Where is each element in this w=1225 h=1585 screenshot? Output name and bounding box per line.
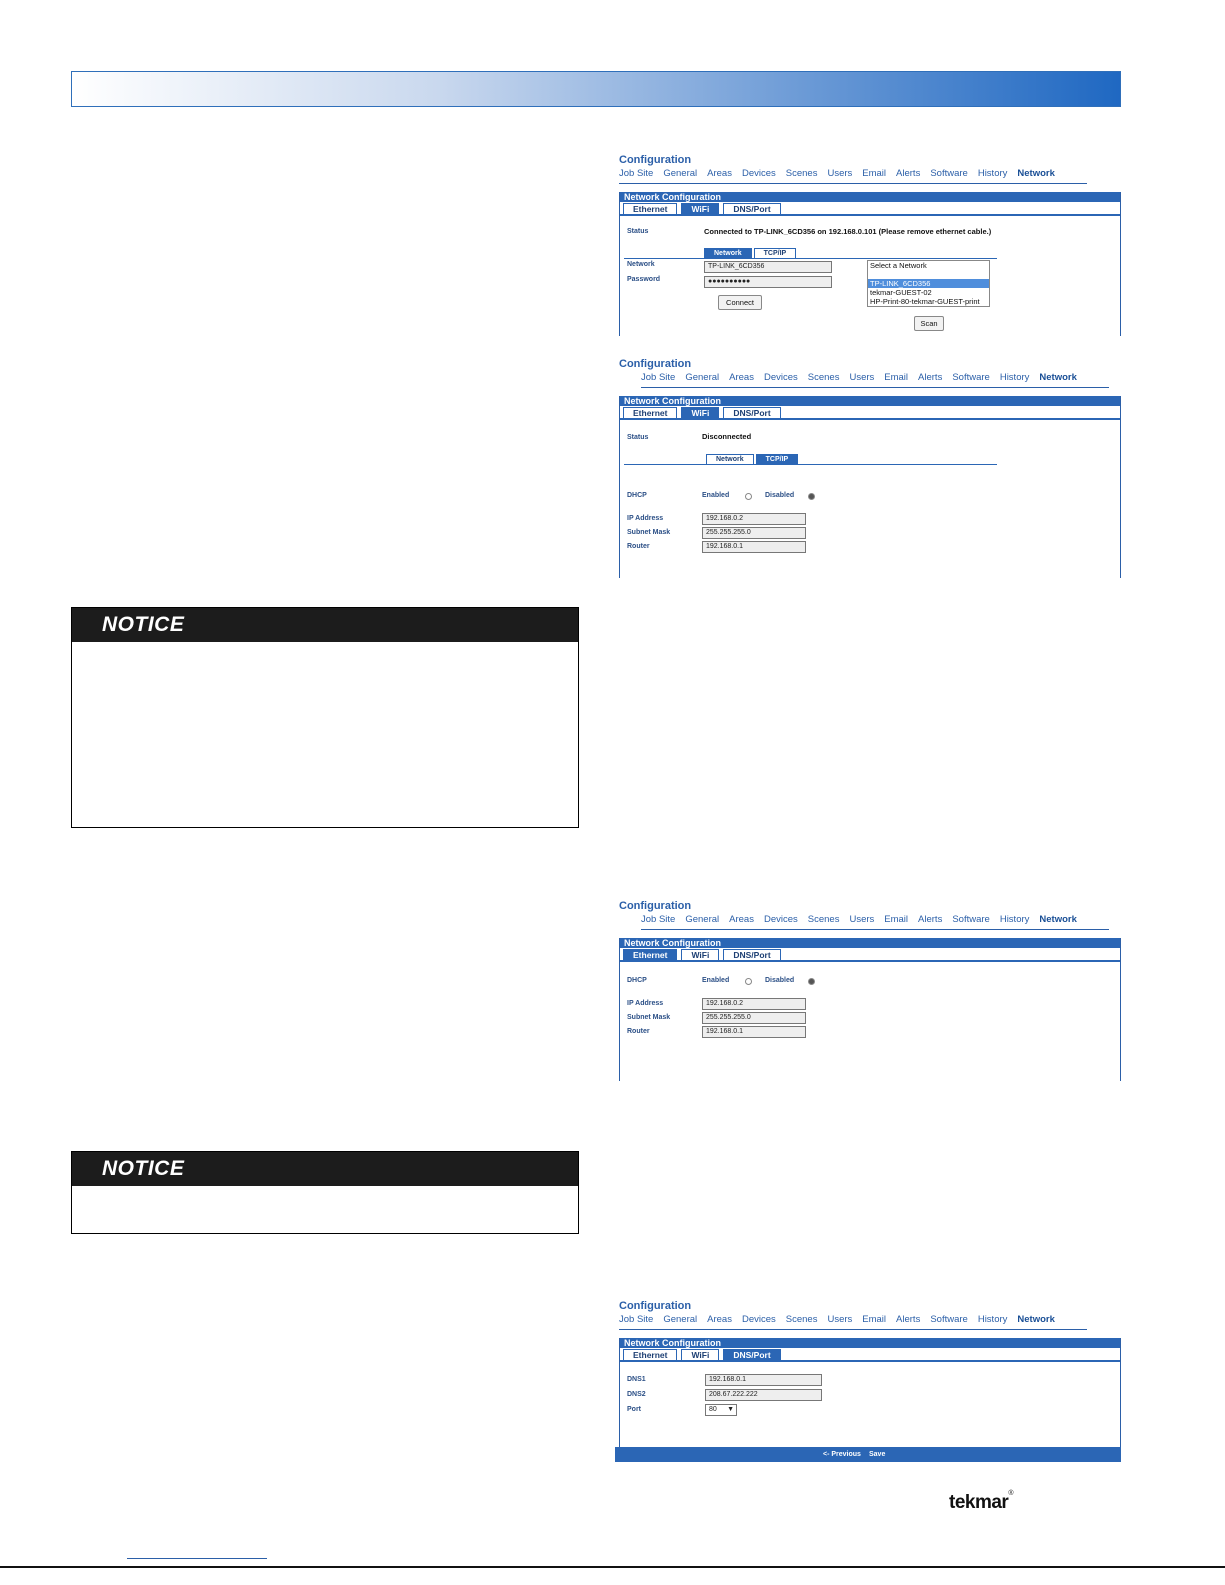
nav-software[interactable]: Software [930,168,968,179]
nav-history[interactable]: History [999,914,1030,925]
nav-scenes[interactable]: Scenes [785,168,818,179]
nav-email[interactable]: Email [884,372,909,383]
panel-title: Network Configuration [620,1338,1120,1348]
sub-tabs [706,454,798,464]
nav-history[interactable]: History [999,372,1030,383]
nav-alerts[interactable]: Alerts [918,372,943,383]
wifi-network-screenshot [615,154,1121,336]
ip-address-field[interactable]: 192.168.0.2 [702,513,806,525]
subtab-tcp-ip[interactable]: TCP/IP [754,248,797,258]
main-tabs [620,203,1120,216]
network-list-item[interactable]: TP-LINK_6CD356 [868,279,989,288]
nav-network[interactable]: Network [1039,372,1077,383]
tekmar-logo [949,1492,1013,1514]
subnet-mask-label: Subnet Mask [627,1014,671,1021]
nav-network[interactable]: Network [1017,1314,1055,1325]
save-button[interactable]: Save [869,1451,886,1458]
network-config-panel [619,938,1121,1081]
nav-users[interactable]: Users [849,372,875,383]
notice-title: NOTICE [72,1152,578,1186]
nav-network[interactable]: Network [1039,914,1077,925]
config-nav [619,168,1087,184]
status-label: Status [627,228,649,235]
network-label: Network [627,261,655,268]
password-label: Password [627,276,661,283]
section-header-bar [71,71,1121,107]
network-config-panel [619,1338,1121,1447]
subtab-network[interactable]: Network [706,454,754,464]
panel-title: Network Configuration [620,192,1120,202]
nav-history[interactable]: History [977,1314,1008,1325]
subnet-mask-field[interactable]: 255.255.255.0 [702,1012,806,1024]
ip-address-label: IP Address [627,515,664,522]
nav-job-site[interactable]: Job Site [641,914,676,925]
subtab-divider [624,464,997,465]
nav-devices[interactable]: Devices [741,1314,776,1325]
footer-link-underline [127,1558,267,1559]
nav-email[interactable]: Email [862,168,887,179]
network-list-item[interactable]: tekmar-GUEST-02 [870,288,932,297]
scan-button[interactable]: Scan [914,316,944,331]
nav-general[interactable]: General [685,372,720,383]
ip-address-label: IP Address [627,1000,664,1007]
main-tabs [620,407,1120,420]
config-title: Configuration [619,900,692,912]
subtab-tcp-ip[interactable]: TCP/IP [756,454,799,464]
nav-alerts[interactable]: Alerts [896,1314,921,1325]
subtab-network[interactable]: Network [704,248,752,258]
dns1-label: DNS1 [627,1376,646,1383]
panel-title: Network Configuration [620,396,1120,406]
dns2-label: DNS2 [627,1391,646,1398]
router-label: Router [627,1028,650,1035]
nav-job-site[interactable]: Job Site [641,372,676,383]
nav-users[interactable]: Users [827,1314,853,1325]
status-label: Status [627,434,649,441]
network-config-panel [619,192,1121,336]
nav-general[interactable]: General [663,1314,698,1325]
tab-wifi[interactable]: WiFi [681,407,719,418]
nav-areas[interactable]: Areas [729,372,754,383]
nav-areas[interactable]: Areas [707,168,732,179]
nav-job-site[interactable]: Job Site [619,1314,654,1325]
ethernet-screenshot [615,900,1121,1081]
nav-software[interactable]: Software [952,914,990,925]
nav-devices[interactable]: Devices [763,372,798,383]
tab-dns-port[interactable]: DNS/Port [723,1349,780,1360]
panel-title: Network Configuration [620,938,1120,948]
nav-job-site[interactable]: Job Site [619,168,654,179]
router-label: Router [627,543,650,550]
tab-wifi[interactable]: WiFi [681,949,719,960]
status-value: Disconnected [702,432,752,441]
nav-scenes[interactable]: Scenes [807,914,840,925]
router-field[interactable]: 192.168.0.1 [702,1026,806,1038]
logo-text: tekmar [949,1492,1009,1513]
dns-port-screenshot [615,1300,1121,1462]
nav-alerts[interactable]: Alerts [896,168,921,179]
status-value: Connected to TP-LINK_6CD356 on 192.168.0.101 (Please remove ethernet cable.) [704,227,992,236]
nav-software[interactable]: Software [952,372,990,383]
tab-dns-port[interactable]: DNS/Port [723,949,780,960]
nav-email[interactable]: Email [862,1314,887,1325]
subnet-mask-field[interactable]: 255.255.255.0 [702,527,806,539]
nav-areas[interactable]: Areas [729,914,754,925]
nav-scenes[interactable]: Scenes [807,372,840,383]
subtab-divider [624,258,997,259]
nav-general[interactable]: General [685,914,720,925]
password-field[interactable]: ●●●●●●●●●● [704,276,832,288]
config-nav [619,1314,1087,1330]
config-title: Configuration [619,1300,692,1312]
nav-users[interactable]: Users [849,914,875,925]
nav-alerts[interactable]: Alerts [918,914,943,925]
nav-scenes[interactable]: Scenes [785,1314,818,1325]
dhcp-label: DHCP [627,492,647,499]
nav-general[interactable]: General [663,168,698,179]
config-nav [641,914,1109,930]
dhcp-disabled-radio[interactable] [808,978,815,985]
dhcp-disabled-radio[interactable] [808,493,815,500]
dhcp-label: DHCP [627,977,647,984]
previous-button[interactable]: <- Previous [823,1451,861,1458]
dhcp-disabled-label: Disabled [765,492,795,499]
tab-ethernet[interactable]: Ethernet [623,1349,677,1360]
notice-box [71,1151,579,1234]
registered-mark: ® [1008,1490,1013,1497]
nav-areas[interactable]: Areas [707,1314,732,1325]
network-config-panel [619,396,1121,578]
dhcp-disabled-label: Disabled [765,977,795,984]
tab-ethernet[interactable]: Ethernet [623,203,677,214]
nav-devices[interactable]: Devices [763,914,798,925]
tab-wifi[interactable]: WiFi [681,203,719,214]
tab-dns-port[interactable]: DNS/Port [723,203,780,214]
network-list[interactable] [867,260,990,307]
nav-users[interactable]: Users [827,168,853,179]
ip-address-field[interactable]: 192.168.0.2 [702,998,806,1010]
dhcp-enabled-label: Enabled [702,977,730,984]
network-field[interactable]: TP-LINK_6CD356 [704,261,832,273]
network-list-item[interactable]: HP-Print-80-tekmar-GUEST-print [870,297,980,306]
footer-action-bar [615,1447,1121,1462]
sub-tabs [704,248,796,258]
notice-box [71,607,579,828]
dns2-field[interactable]: 208.67.222.222 [705,1389,822,1401]
wifi-tcpip-screenshot [615,358,1121,578]
notice-title: NOTICE [72,608,578,642]
main-tabs [620,949,1120,962]
connect-button[interactable]: Connect [718,295,762,310]
chevron-down-icon: ▼ [727,1406,734,1413]
router-field[interactable]: 192.168.0.1 [702,541,806,553]
tab-ethernet[interactable]: Ethernet [623,949,677,960]
tab-ethernet[interactable]: Ethernet [623,407,677,418]
nav-email[interactable]: Email [884,914,909,925]
tab-wifi[interactable]: WiFi [681,1349,719,1360]
nav-history[interactable]: History [977,168,1008,179]
network-list-header: Select a Network [870,261,927,270]
footer-rule [0,1566,1225,1568]
dhcp-enabled-radio[interactable] [745,978,752,985]
nav-devices[interactable]: Devices [741,168,776,179]
config-title: Configuration [619,358,692,370]
main-tabs [620,1349,1120,1362]
port-select[interactable] [705,1404,737,1416]
network-list-spacer [868,270,989,279]
nav-network[interactable]: Network [1017,168,1055,179]
port-label: Port [627,1406,641,1413]
dhcp-enabled-radio[interactable] [745,493,752,500]
dhcp-enabled-label: Enabled [702,492,730,499]
config-nav [641,372,1109,388]
tab-dns-port[interactable]: DNS/Port [723,407,780,418]
nav-software[interactable]: Software [930,1314,968,1325]
config-title: Configuration [619,154,692,166]
subnet-mask-label: Subnet Mask [627,529,671,536]
dns1-field[interactable]: 192.168.0.1 [705,1374,822,1386]
port-select-value: 80 [709,1406,717,1413]
